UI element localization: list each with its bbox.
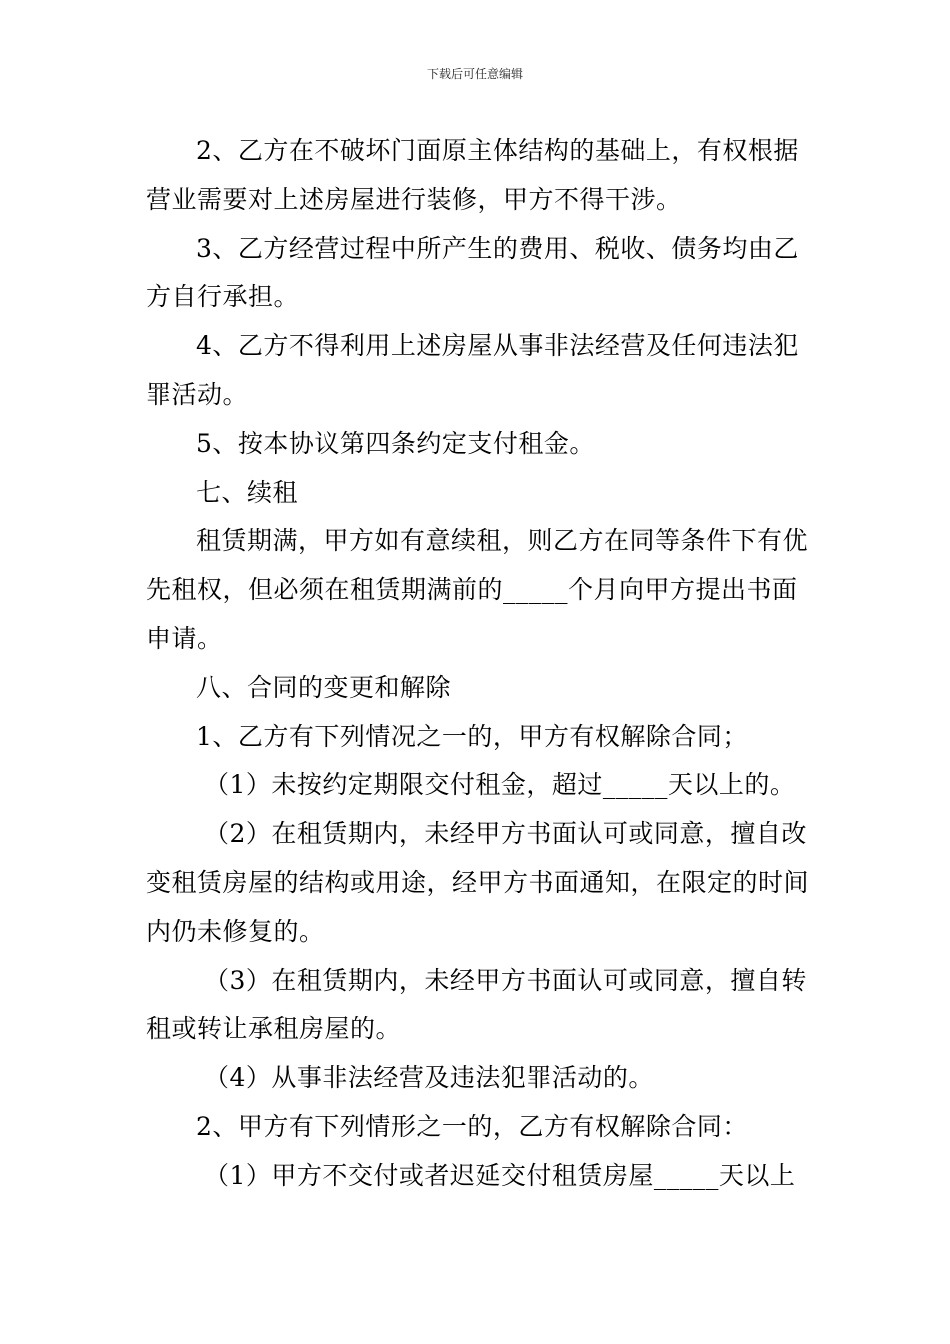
clause-paragraph: 2、乙方在不破坏门面原主体结构的基础上，有权根据营业需要对上述房屋进行装修，甲方不得干涉。 — [146, 136, 799, 214]
sub-clause-paragraph: （2）在租赁期内，未经甲方书面认可或同意，擅自改变租赁房屋的结构或用途，经甲方书面通知，在限定的时间内仍未修复的。 — [146, 819, 810, 946]
clause-paragraph: 5、按本协议第四条约定支付租金。 — [196, 428, 595, 458]
document-body — [146, 127, 810, 1201]
sub-clause-paragraph: （1）未按约定期限交付租金，超过_____天以上的。 — [204, 770, 796, 800]
clause-paragraph: 2、甲方有下列情形之一的，乙方有权解除合同： — [196, 1111, 748, 1141]
page-header-note: 下载后可任意编辑 — [426, 67, 523, 81]
section-heading: 七、续租 — [196, 477, 299, 507]
sub-clause-paragraph: （4）从事非法经营及违法犯罪活动的。 — [204, 1063, 654, 1093]
clause-paragraph: 4、乙方不得利用上述房屋从事非法经营及任何违法犯罪活动。 — [146, 331, 799, 409]
section-heading: 八、合同的变更和解除 — [196, 672, 452, 702]
sub-clause-paragraph: （1）甲方不交付或者迟延交付租赁房屋_____天以上 — [204, 1160, 796, 1190]
clause-paragraph: 租赁期满，甲方如有意续租，则乙方在同等条件下有优先租权，但必须在租赁期满前的_____个月向甲方提出书面申请。 — [146, 526, 809, 653]
clause-paragraph: 3、乙方经营过程中所产生的费用、税收、债务均由乙方自行承担。 — [146, 233, 799, 312]
clause-paragraph: 1、乙方有下列情况之一的，甲方有权解除合同； — [196, 721, 748, 751]
sub-clause-paragraph: （3）在租赁期内，未经甲方书面认可或同意，擅自转租或转让承租房屋的。 — [146, 965, 807, 1044]
